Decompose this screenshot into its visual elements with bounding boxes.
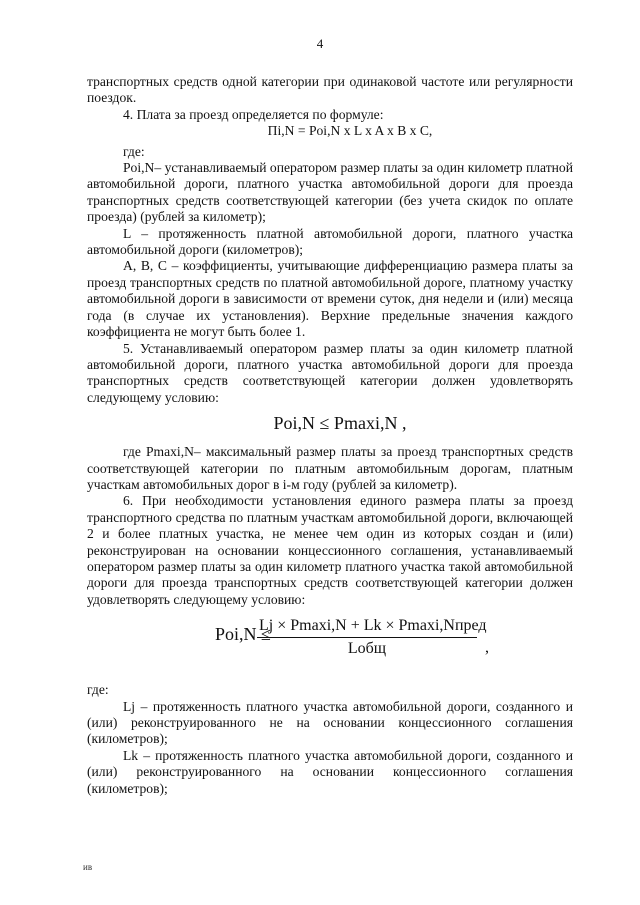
where-label: где:: [87, 682, 109, 698]
page-number: 4: [316, 36, 324, 51]
fraction-numerator: Lj × Pmaxi,N + Lk × Pmaxi,Nпред: [257, 618, 477, 637]
definition-pmax: где Pmaxi,N– максимальный размер платы за проезд транспортных средств соответствующей категории по платным автомобильным дорогам, платным участкам автомобильных дорог в i-м году (рублей за километр).: [87, 444, 573, 492]
fraction: [257, 617, 487, 657]
definition-po: Poi,N– устанавливаемый оператором размер платы за один километр платной автомобильной дороги, платного участка автомобильной дороги для проезда транспортных средств соответствующей категории (без учета скидок по оплате проезда) (рублей за километр);: [87, 160, 573, 225]
definition-abc: A, B, C – коэффициенты, учитывающие дифференциацию размера платы за проезд транспортных средств по платной автомобильной дороге, платному участку автомобильной дороги в зависимости от времени суток, дня недели и (или) месяца года (в случае их установления). Верхние предельные значения каждого коэффициента не могут быть более 1.: [87, 258, 573, 340]
formula-fraction: [87, 618, 573, 668]
document-body: [87, 74, 573, 797]
formula-condition: Poi,N ≤ Pmaxi,N ,: [273, 413, 407, 434]
fraction-denominator: Lобщ: [347, 639, 387, 657]
paragraph: 5. Устанавливаемый оператором размер платы за один километр платной автомобильной дороги, платного участка автомобильной дороги для проезда транспортных средств соответствующей категории должен удовлетворять следующему условию:: [87, 340, 573, 405]
footer-initials: ив: [83, 862, 93, 872]
definition-lj: Lj – протяженность платного участка автомобильной дороги, созданного и (или) реконструированного не на основании концессионного соглашения (километров);: [87, 698, 573, 747]
paragraph: транспортных средств одной категории при одинаковой частоте или регулярности поездок.: [87, 74, 573, 106]
formula-payment: Пi,N = Poi,N x L x A x B x C,: [267, 123, 433, 139]
definition-l: L – протяженность платной автомобильной дороги, платного участка автомобильной дороги (километров);: [87, 225, 573, 258]
formula-lhs: Poi,N ≤: [215, 624, 271, 645]
definition-lk: Lk – протяженность платного участка автомобильной дороги, созданного и (или) реконструированного на основании концессионного соглашения (километров);: [87, 747, 573, 796]
formula-comma: ,: [485, 639, 489, 657]
where-label: где:: [123, 143, 145, 159]
paragraph: 6. При необходимости установления единого размера платы за проезд транспортного средства по платным участкам автомобильной дороги, включающей 2 и более платных участка, не менее чем один из которых создан и (или) реконструирован на основании концессионного соглашения, устанавливаемый оператором размер платы за один километр платного участка такой автомобильной дороги для проезда транспортных средств соответствующей категории должен удовлетворять следующему условию:: [87, 493, 573, 607]
paragraph: 4. Плата за проезд определяется по формуле:: [123, 106, 384, 122]
